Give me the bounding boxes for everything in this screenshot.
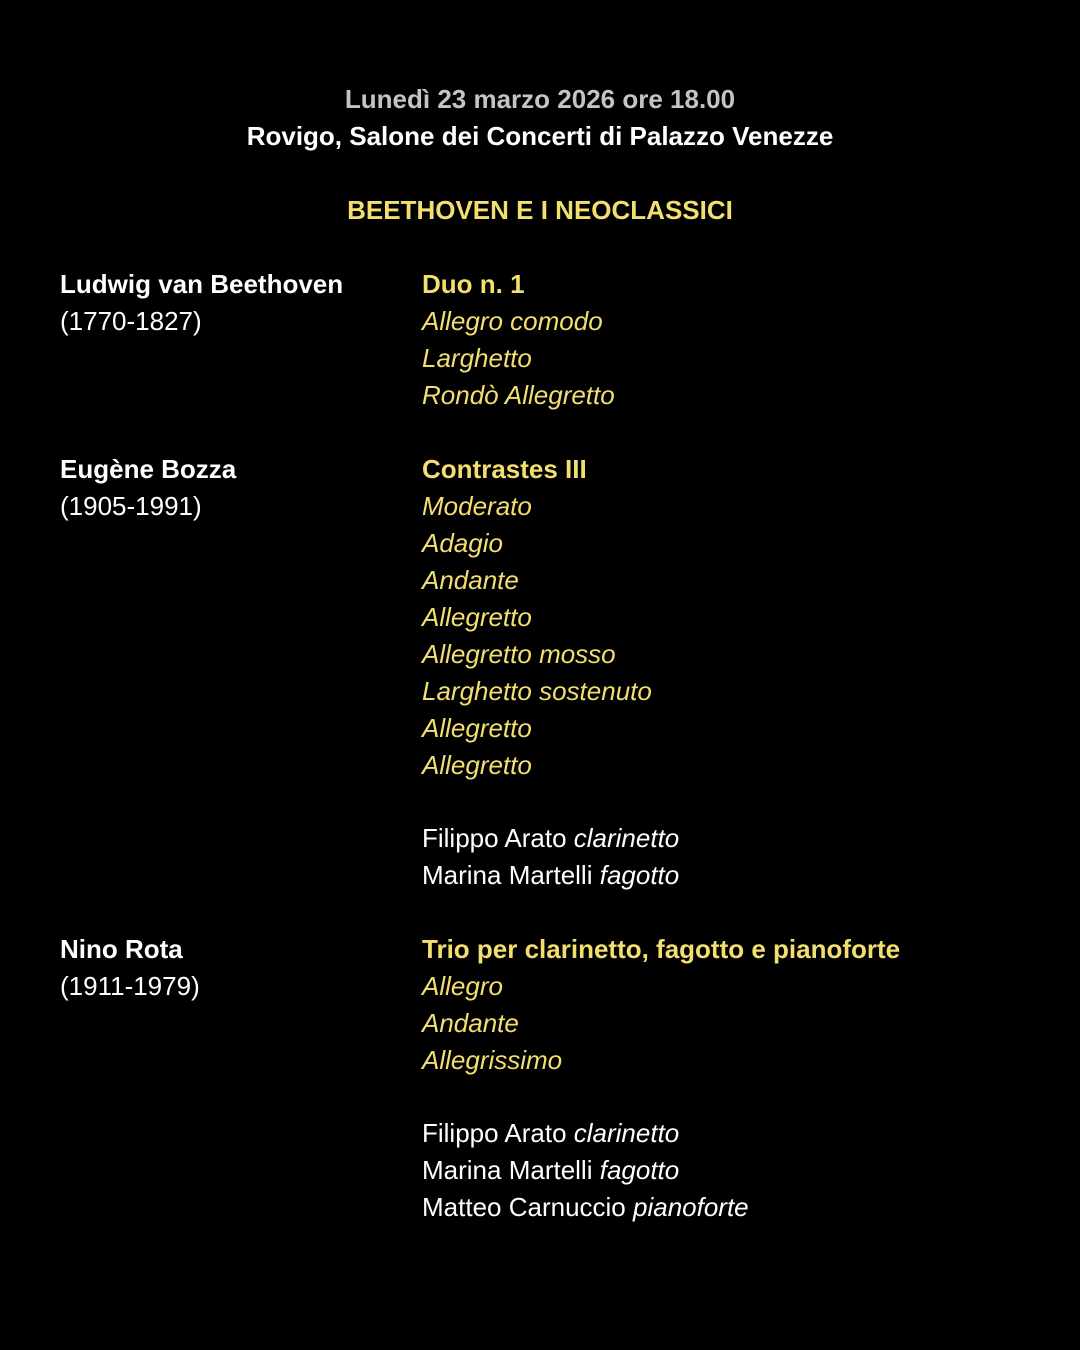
work-title: Duo n. 1 [422,269,525,299]
movement: Andante [422,565,519,595]
movement: Allegro [422,971,503,1001]
movement: Larghetto [422,343,532,373]
composer-name: Ludwig van Beethoven [60,269,344,299]
composer-dates: (1770-1827) [60,306,202,336]
concert-title: BEETHOVEN E I NEOCLASSICI [347,195,733,225]
performer: Filippo Arato clarinetto [422,1118,680,1148]
performer: Marina Martelli fagotto [422,1155,680,1185]
performer: Marina Martelli fagotto [422,860,680,890]
composer-name: Nino Rota [60,934,183,964]
work-title: Contrastes III [422,454,587,484]
movement: Allegro comodo [422,306,603,336]
movement: Allegretto [422,713,532,743]
movement: Andante [422,1008,519,1038]
concert-date: Lunedì 23 marzo 2026 ore 18.00 [344,84,736,114]
movement: Allegretto [422,750,532,780]
movement: Larghetto sostenuto [422,676,652,706]
movement: Moderato [422,491,532,521]
composer-name: Eugène Bozza [60,454,237,484]
movement: Allegretto [422,602,532,632]
movement: Rondò Allegretto [422,380,615,410]
performer: Matteo Carnuccio pianoforte [422,1192,749,1222]
performer: Filippo Arato clarinetto [422,823,680,853]
concert-venue: Rovigo, Salone dei Concerti di Palazzo Venezze [246,121,834,151]
composer-dates: (1911-1979) [60,971,200,1001]
movement: Adagio [422,528,503,558]
composer-dates: (1905-1991) [60,491,202,521]
movement: Allegrissimo [422,1045,563,1075]
work-title: Trio per clarinetto, fagotto e pianoforte [422,934,901,964]
movement: Allegretto mosso [422,639,616,669]
